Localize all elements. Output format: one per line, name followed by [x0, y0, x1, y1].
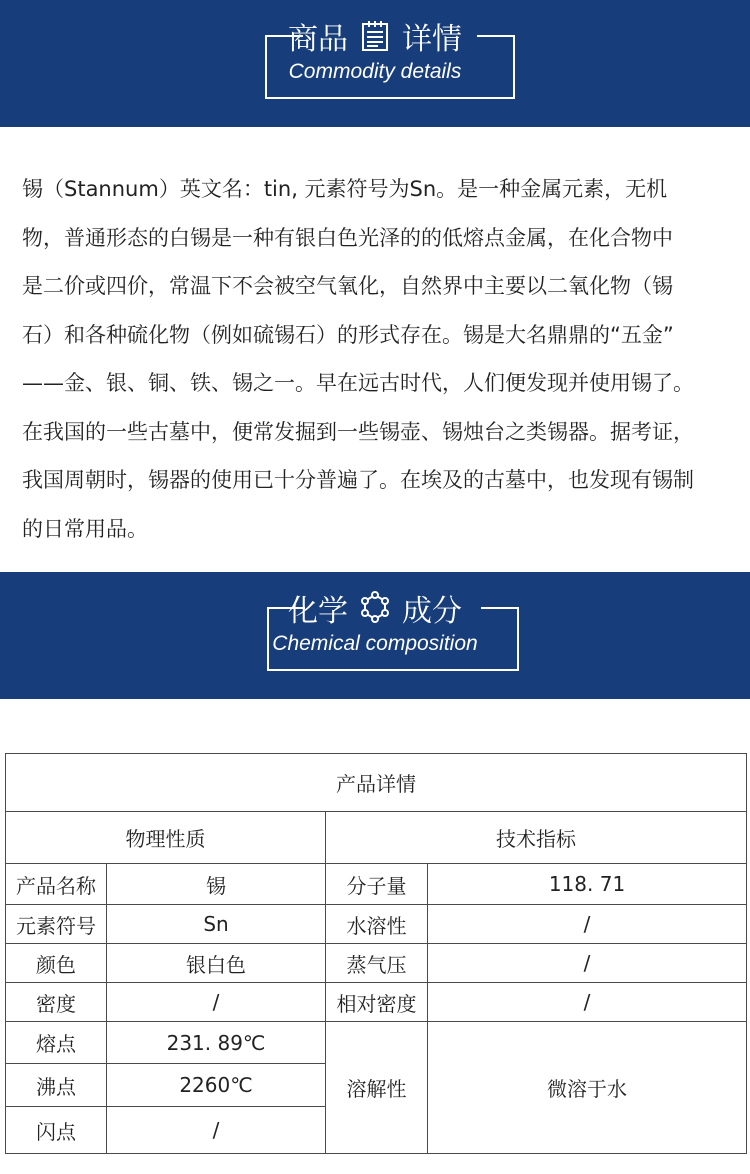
table-row	[6, 944, 747, 983]
description-line: 是二价或四价，常温下不会被空气氧化，自然界中主要以二氧化物（锡	[22, 274, 673, 298]
technical-specs-header: 技术指标	[326, 812, 747, 864]
row-value: Sn	[107, 905, 326, 944]
physical-properties-header: 物理性质	[6, 812, 326, 864]
solubility-label: 溶解性	[326, 1022, 428, 1154]
title-left: 化学	[288, 594, 348, 629]
table-row	[6, 905, 747, 944]
row-label: 产品名称	[6, 864, 107, 905]
table-title: 产品详情	[6, 754, 747, 812]
table-row	[6, 983, 747, 1022]
description-line: 物，普通形态的白锡是一种有银白色光泽的的低熔点金属，在化合物中	[22, 225, 673, 250]
description-line: 在我国的一些古墓中，便常发掘到一些锡壶、锡烛台之类锡器。据考证，	[22, 419, 694, 444]
description-line: 锡（Stannum）英文名：tin, 元素符号为Sn。是一种金属元素，无机	[22, 177, 668, 201]
description-line: 石）和各种硫化物（例如硫锡石）的形式存在。锡是大名鼎鼎的“五金”	[22, 322, 674, 347]
row-label: 蒸气压	[326, 944, 428, 983]
description-line: 的日常用品。	[22, 516, 148, 541]
table-row	[6, 864, 747, 905]
row-label: 相对密度	[326, 983, 428, 1022]
row-label: 水溶性	[326, 905, 428, 944]
row-value: 231. 89℃	[107, 1022, 326, 1064]
section-title	[0, 14, 750, 58]
section-subtitle: Chemical composition	[272, 632, 478, 655]
section-subtitle: Commodity details	[288, 60, 462, 83]
section-title	[0, 586, 750, 630]
solubility-value: 微溶于水	[428, 1022, 747, 1154]
row-value: 锡	[107, 864, 326, 905]
product-spec-table	[5, 753, 747, 1154]
title-left: 商品	[288, 22, 348, 57]
row-value: /	[107, 983, 326, 1022]
table-row	[6, 1022, 747, 1064]
title-right: 详情	[402, 22, 462, 57]
row-label: 颜色	[6, 944, 107, 983]
row-value: 银白色	[107, 944, 326, 983]
row-label: 闪点	[6, 1107, 107, 1154]
row-value: /	[428, 944, 747, 983]
chemical-composition-banner	[0, 572, 750, 699]
document-icon	[358, 19, 392, 53]
commodity-details-banner	[0, 0, 750, 127]
description-line: 我国周朝时，锡器的使用已十分普遍了。在埃及的古墓中，也发现有锡制	[22, 468, 694, 492]
row-label: 密度	[6, 983, 107, 1022]
row-value: /	[107, 1107, 326, 1154]
molecule-icon	[358, 591, 392, 625]
row-label: 沸点	[6, 1064, 107, 1107]
row-label: 元素符号	[6, 905, 107, 944]
row-value: 118. 71	[428, 864, 747, 905]
row-value: 2260℃	[107, 1064, 326, 1107]
description-paragraph	[22, 165, 750, 553]
row-label: 熔点	[6, 1022, 107, 1064]
title-right: 成分	[402, 594, 462, 629]
row-label: 分子量	[326, 864, 428, 905]
row-value: /	[428, 983, 747, 1022]
row-value: /	[428, 905, 747, 944]
description-line: ——金、银、铜、铁、锡之一。早在远古时代，人们便发现并使用锡了。	[22, 371, 694, 395]
